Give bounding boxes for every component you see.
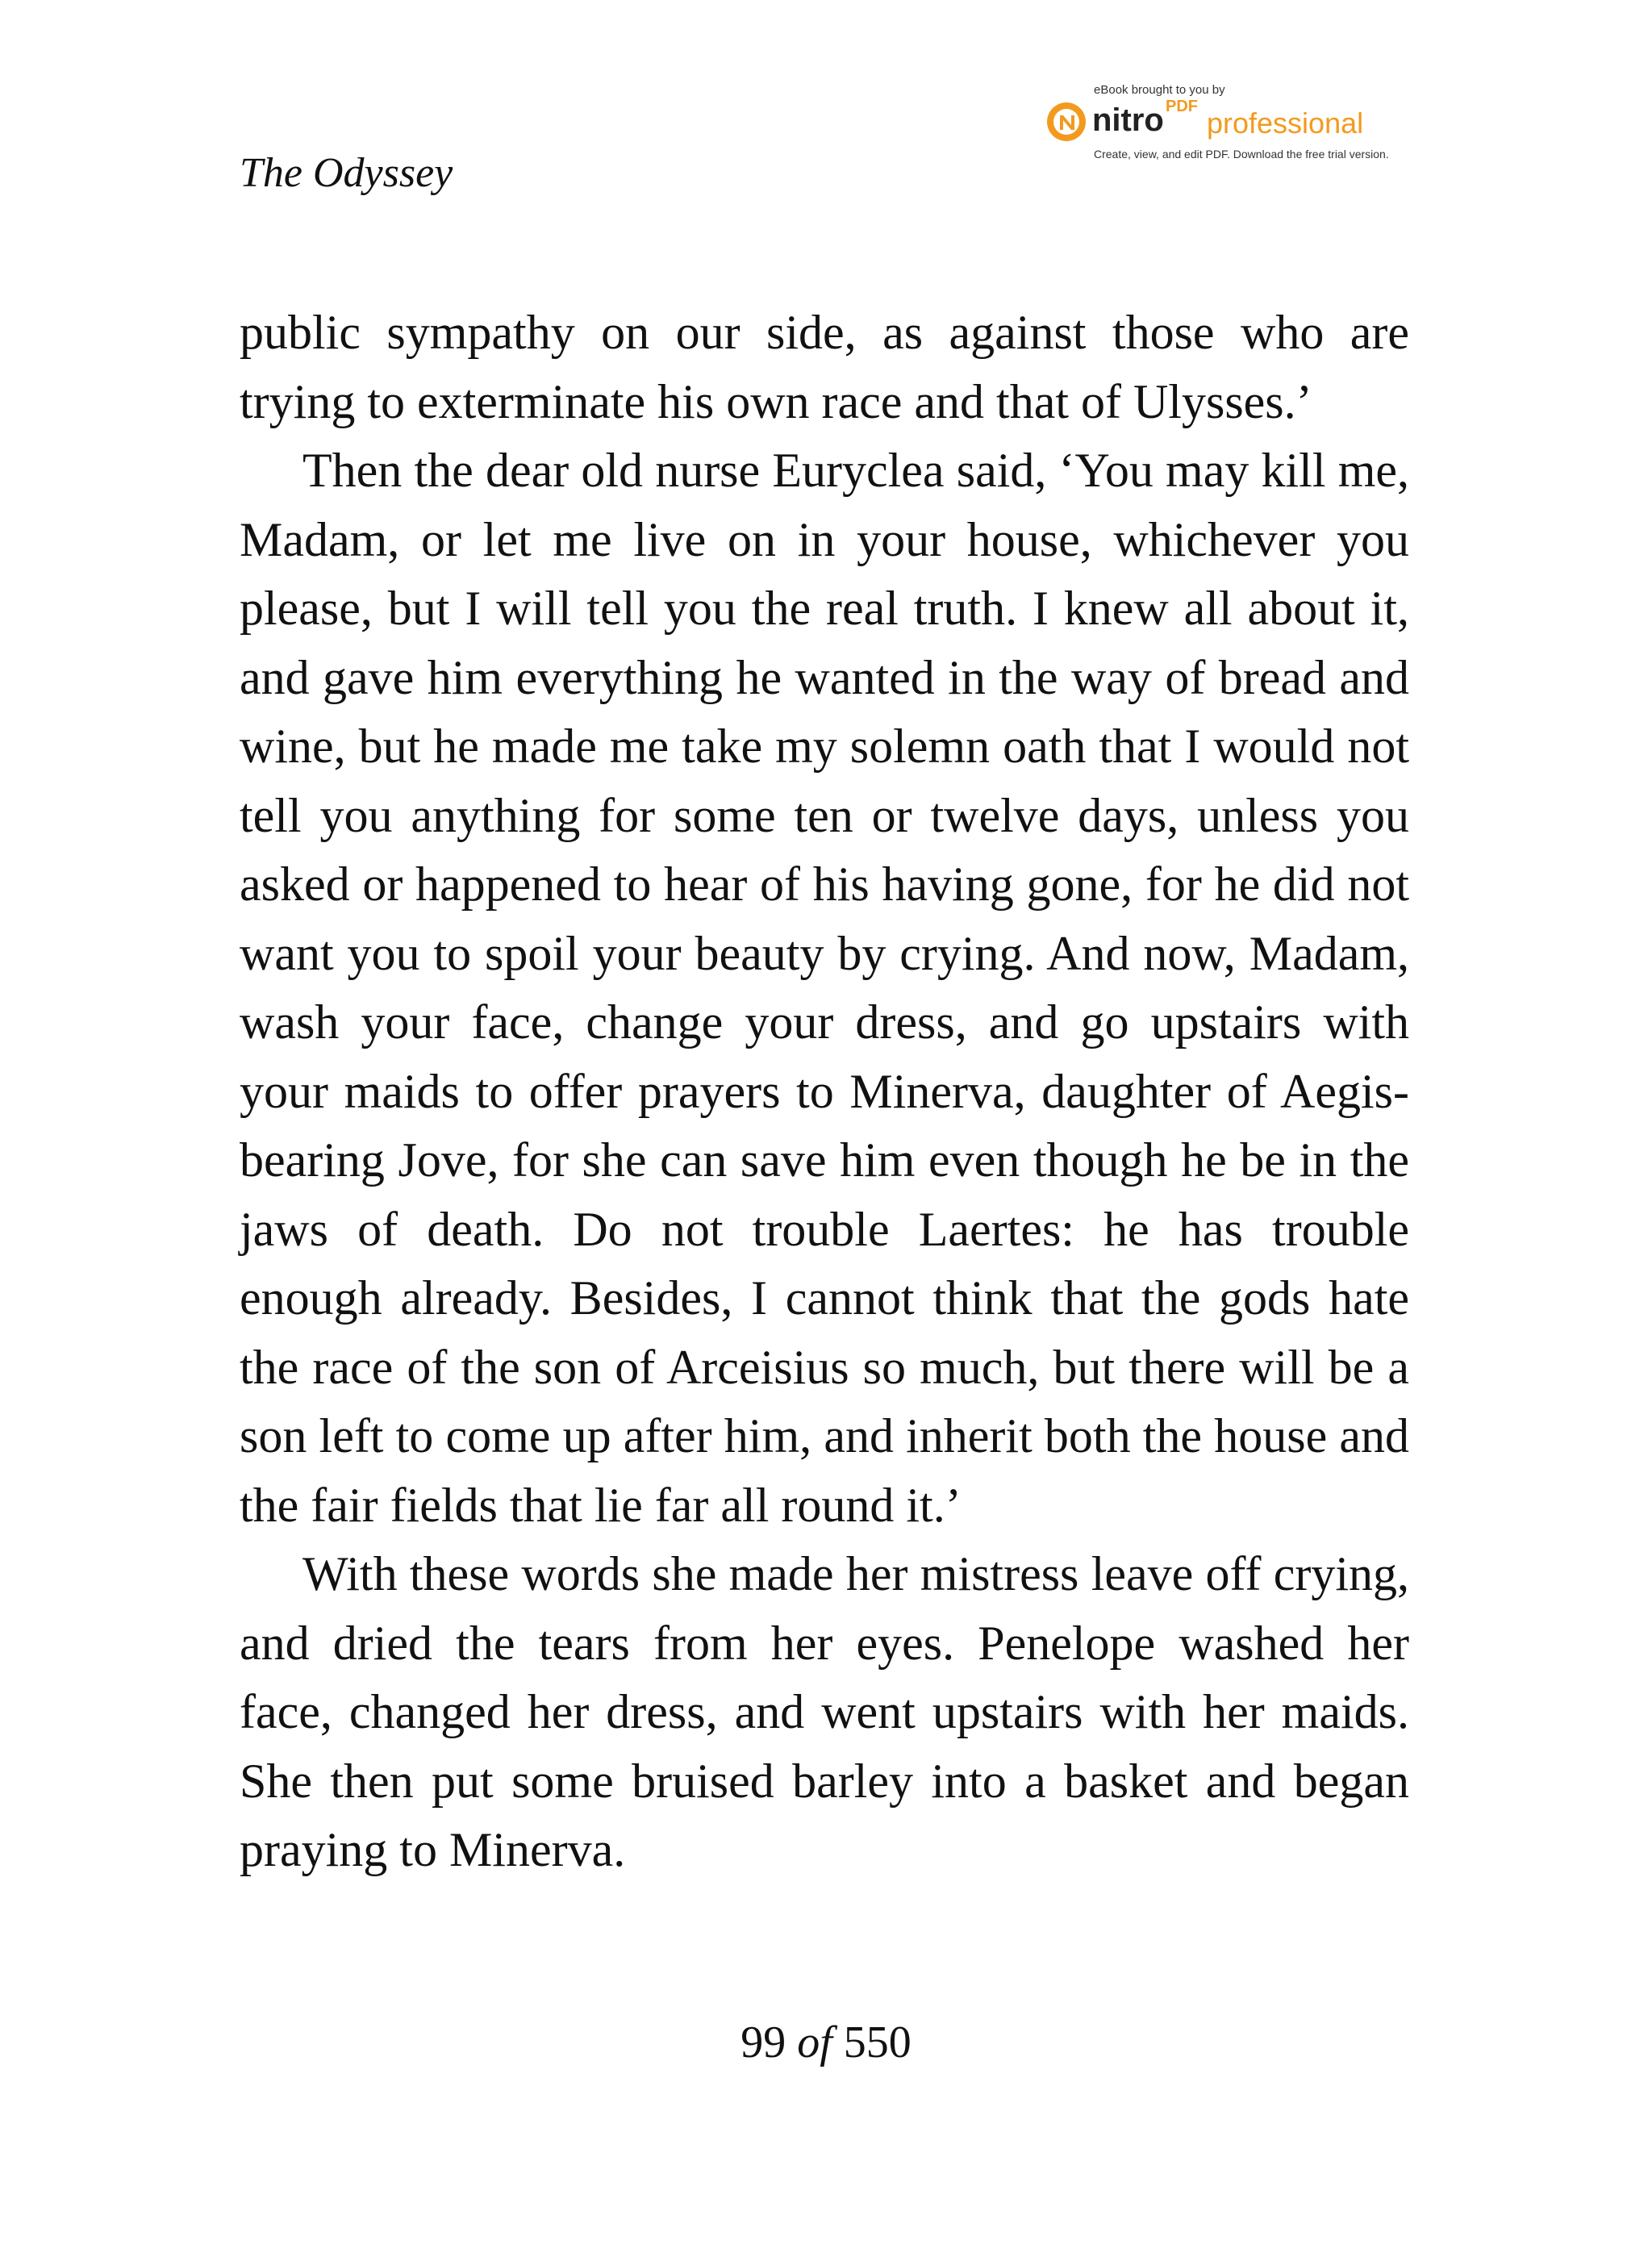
body-text: [240, 298, 1409, 1885]
paragraph: public sympathy on our side, as against those who are trying to exterminate his own race and that of Ulysses.’: [240, 306, 1409, 428]
running-title: The Odyssey: [240, 150, 453, 196]
nitro-pdf-banner[interactable]: [1045, 83, 1416, 168]
total-pages: 550: [843, 2017, 912, 2067]
banner-tagline: Create, view, and edit PDF. Download the free trial version.: [1094, 148, 1389, 161]
banner-brand-superscript: PDF: [1166, 98, 1198, 115]
paragraph: With these words she made her mistress leave off crying, and dried the tears from her eyes. Penelope washed her face, changed her dress, and went upstairs with her maids. She then put some bruised barley into a basket and began praying to Minerva.: [240, 1547, 1409, 1876]
nitro-n-logo-icon: [1045, 101, 1087, 143]
banner-brand: nitro: [1092, 102, 1164, 138]
paragraph: Then the dear old nurse Euryclea said, ‘You may kill me, Madam, or let me live on in your house, whichever you please, but I will tell you the real truth. I knew all about it, and gave him everything he wanted in the way of bread and wine, but he made me take my solemn oath that I would not tell you anything for some ten or twelve days, unless you asked or happened to hear of his having gone, for he did not want you to spoil your beauty by crying. And now, Madam, wash your face, change your dress, and go upstairs with your maids to offer prayers to Minerva, daughter of Aegis-bearing Jove, for she can save him even though he be in the jaws of death. Do not trouble Laertes: he has trouble enough already. Besides, I cannot think that the gods hate the race of the son of Arceisius so much, but there will be a son left to come up after him, and inherit both the house and the fair fields that lie far all round it.’: [240, 444, 1409, 1532]
banner-product: professional: [1207, 106, 1364, 140]
page-number: [0, 2017, 1652, 2068]
banner-brought-by: eBook brought to you by: [1094, 83, 1225, 97]
current-page: 99: [740, 2017, 786, 2067]
page-of-label: of: [797, 2017, 832, 2067]
